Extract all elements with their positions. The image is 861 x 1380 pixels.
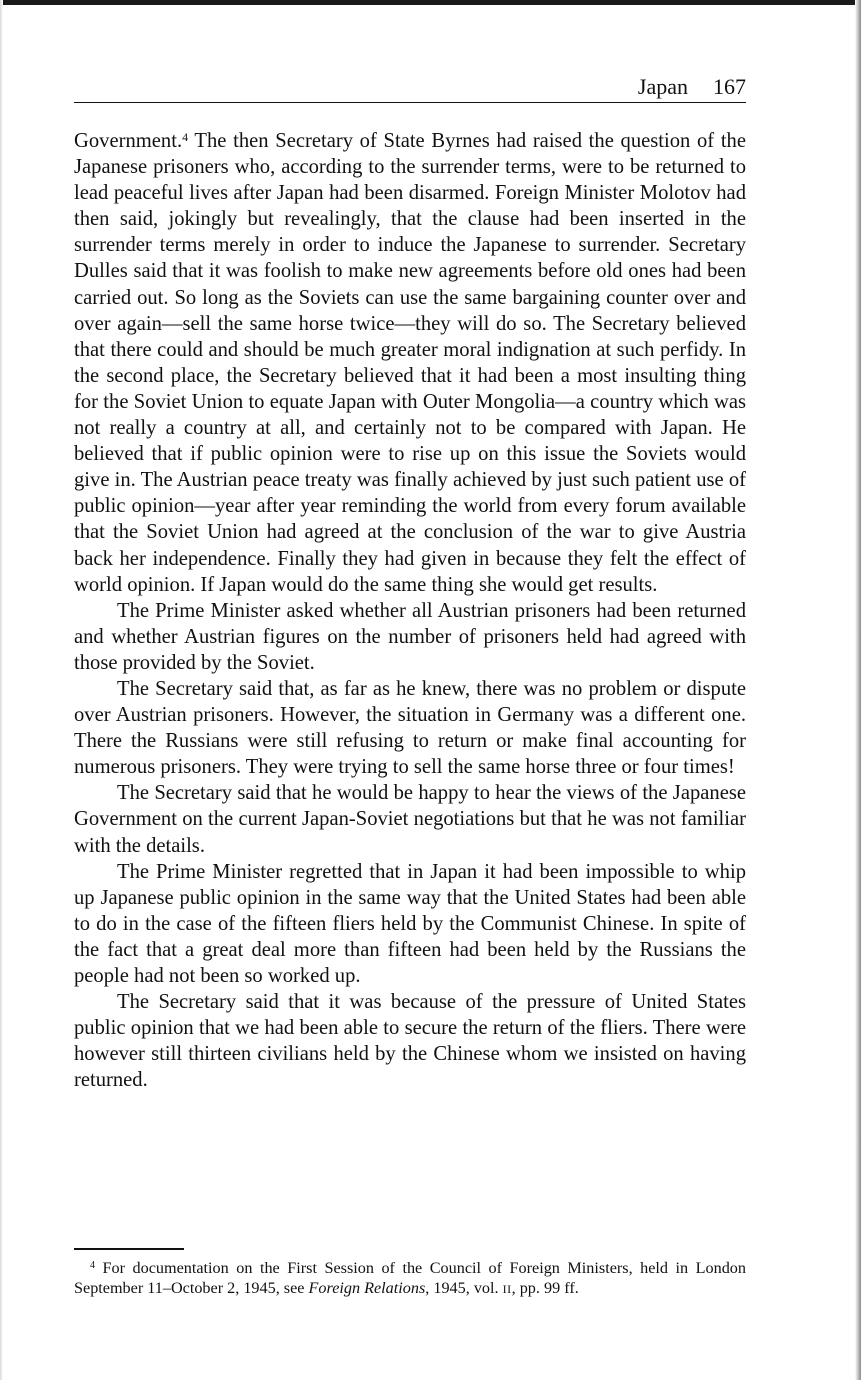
footnote-volume: II	[502, 1282, 512, 1296]
running-head-title: Japan	[637, 74, 688, 99]
scan-border-top	[0, 0, 861, 5]
scan-border-left	[0, 0, 3, 1380]
scan-border-right	[855, 0, 861, 1380]
footnote-text-mid: , 1945, vol.	[425, 1279, 503, 1297]
body-text	[74, 128, 746, 1093]
paragraph-1-lead: Government.	[74, 130, 183, 152]
running-head	[74, 72, 746, 103]
paragraph-5: The Prime Minister regretted that in Japan it had been impossible to whip up Japanese public opinion in the same way that the United States had been able to do in the case of the fifteen fliers held by the Communist Chinese. In spite of the fact that a great deal more than fifteen had been held by the Russians the people had not been so worked up.	[74, 860, 746, 987]
footnote-text-after: , pp. 99 ff.	[511, 1279, 579, 1297]
paragraph-2: The Prime Minister asked whether all Austrian prisoners had been returned and whether Austrian figures on the number of prisoners held had agreed with those provided by the Soviet.	[74, 599, 746, 674]
footnote-rule	[74, 1248, 184, 1250]
footnote-source-title: Foreign Relations	[308, 1279, 426, 1297]
paragraph-1	[74, 128, 746, 598]
footnote	[74, 1258, 746, 1299]
footnote-text-before: For documentation on the First Session of the Council of Foreign Ministers, held in London September 11–October 2, 1945, see	[74, 1259, 746, 1297]
paragraph-1-text: The then Secretary of State Byrnes had raised the question of the Japanese prisoners who, according to the surrender terms, were to be returned to lead peaceful lives after Japan had been disarmed. Foreign Minister Molotov had then said, jokingly but revealingly, that the clause had been inserted in the surrender terms merely in order to induce the Japanese to surrender. Secretary Dulles said that it was foolish to make new agreements before old ones had been carried out. So long as the Soviets can use the same bargaining counter over and over again—sell the same horse twice—they will do so. The Secretary believed that there could and should be much greater moral indignation at such perfidy. In the second place, the Secretary believed that it had been a most insulting thing for the Soviet Union to equate Japan with Outer Mongolia—a country which was not really a country at all, and certainly not to be compared with Japan. He believed that if public opinion were to rise up on this issue the Soviets would give in. The Austrian peace treaty was finally achieved by just such patient use of public opinion—year after year reminding the world from every forum available that the Soviet Union had agreed at the conclusion of the war to give Austria back her independence. Finally they had given in because they felt the effect of world opinion. If Japan would do the same thing she would get results.	[74, 130, 746, 596]
paragraph-6: The Secretary said that it was because of the pressure of United States public opinion that we had been able to secure the return of the fliers. There were however still thirteen civilians held by the Chinese whom we insisted on having returned.	[74, 991, 746, 1092]
footnote-mark: 4	[90, 1260, 95, 1271]
footnote-reference: 4	[182, 130, 189, 144]
paragraph-4: The Secretary said that he would be happy to hear the views of the Japanese Government on the current Japan-Soviet negotiations but that he was not familiar with the details.	[74, 782, 746, 857]
paragraph-3: The Secretary said that, as far as he knew, there was no problem or dispute over Austrian prisoners. However, the situation in Germany was a different one. There the Russians were still refusing to return or make final accounting for numerous prisoners. They were trying to sell the same horse three or four times!	[74, 677, 746, 779]
page-number: 167	[713, 74, 746, 99]
